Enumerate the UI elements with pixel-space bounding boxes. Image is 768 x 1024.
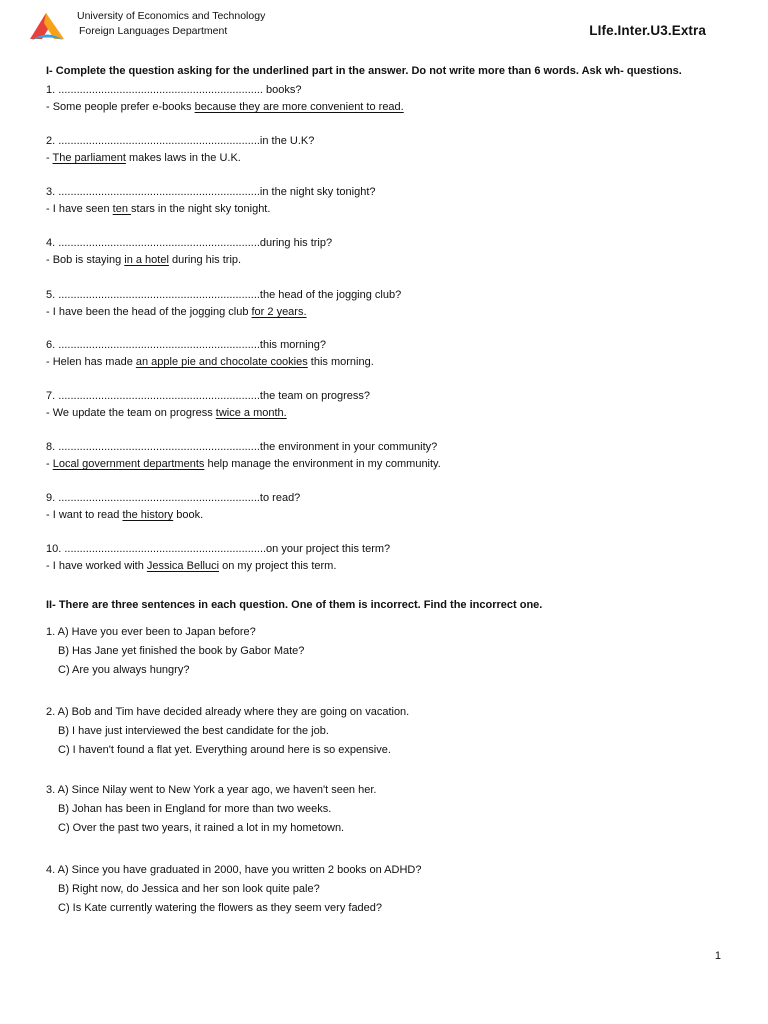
answer-line (46, 509, 203, 521)
question-line: 8. ..................................................................the environment in your community? (46, 441, 438, 453)
underlined-part: Local government departments (52, 458, 205, 470)
question-line: 10. ..................................................................on your project this term? (46, 543, 391, 555)
answer-text: - I have seen (46, 203, 113, 215)
option-c: C) I haven't found a flat yet. Everything around here is so expensive. (58, 744, 391, 756)
answer-text: - Helen has made (46, 356, 136, 368)
answer-text: stars in the night sky tonight. (131, 203, 271, 215)
option-b: B) Johan has been in England for more than two weeks. (58, 803, 332, 815)
institution-name: University of Economics and Technology (77, 10, 266, 22)
underlined-part: for 2 years. (251, 306, 307, 318)
answer-text: - (46, 458, 53, 470)
question-line: 4. ..................................................................during his trip? (46, 237, 333, 249)
option-a: 3. A) Since Nilay went to New York a year ago, we haven't seen her. (46, 784, 377, 796)
answer-text: - I have been the head of the jogging club (46, 306, 252, 318)
answer-text: - I want to read (46, 509, 123, 521)
answer-text: - Bob is staying (46, 254, 125, 266)
answer-text: during his trip. (168, 254, 242, 266)
underlined-part: in a hotel (124, 254, 169, 266)
answer-text: - Some people prefer e-books (46, 101, 195, 113)
underlined-part: an apple pie and chocolate cookies (135, 356, 308, 368)
underlined-part: Jessica Belluci (146, 560, 220, 572)
underlined-part: ten (112, 203, 132, 215)
question-line: 9. ..................................................................to read? (46, 492, 301, 504)
underlined-part: twice a month. (215, 407, 287, 419)
answer-text: makes laws in the U.K. (125, 152, 241, 164)
institution-block (77, 9, 265, 39)
department-name: Foreign Languages Department (79, 25, 228, 37)
option-a: 4. A) Since you have graduated in 2000, have you written 2 books on ADHD? (46, 864, 422, 876)
question-line: 5. ..................................................................the head of the jogging club? (46, 289, 402, 301)
section-2-title: II- There are three sentences in each question. One of them is incorrect. Find the incorrect one. (46, 599, 543, 611)
answer-text: book. (173, 509, 204, 521)
answer-text: help manage the environment in my community. (204, 458, 441, 470)
option-c: C) Is Kate currently watering the flowers as they seem very faded? (58, 902, 383, 914)
answer-line (46, 152, 241, 164)
option-b: B) Has Jane yet finished the book by Gabor Mate? (58, 645, 305, 657)
answer-line (46, 101, 404, 113)
section-1-title: I- Complete the question asking for the underlined part in the answer. Do not write more than 6 words. Ask wh- questions. (46, 65, 682, 77)
answer-text: this morning. (307, 356, 374, 368)
question-line: 1. ................................................................... books? (46, 84, 302, 96)
option-c: C) Are you always hungry? (58, 664, 190, 676)
answer-line (46, 203, 270, 215)
option-a: 2. A) Bob and Tim have decided already where they are going on vacation. (46, 706, 410, 718)
worksheet-code: LIfe.Inter.U3.Extra (589, 23, 706, 38)
answer-line (46, 560, 336, 572)
page-number: 1 (714, 950, 721, 962)
answer-line (46, 356, 374, 368)
answer-line (46, 458, 441, 470)
question-line: 7. ..................................................................the team on progress? (46, 390, 371, 402)
underlined-part: because they are more convenient to read. (194, 101, 404, 113)
answer-line (46, 254, 241, 266)
option-a: 1. A) Have you ever been to Japan before? (46, 626, 256, 638)
answer-text: - (46, 152, 53, 164)
answer-text: - We update the team on progress (46, 407, 216, 419)
underlined-part: The parliament (52, 152, 126, 164)
answer-text: on my project this term. (219, 560, 337, 572)
question-line: 6. ..................................................................this morning? (46, 339, 326, 351)
university-logo-icon (26, 9, 68, 43)
option-b: B) Right now, do Jessica and her son look quite pale? (58, 883, 320, 895)
answer-text: - I have worked with (46, 560, 147, 572)
question-line: 3. ..................................................................in the night sky tonight? (46, 186, 376, 198)
underlined-part: the history (122, 509, 174, 521)
answer-line (46, 306, 307, 318)
option-c: C) Over the past two years, it rained a lot in my hometown. (58, 822, 345, 834)
answer-line (46, 407, 287, 419)
question-line: 2. ..................................................................in the U.K? (46, 135, 315, 147)
option-b: B) I have just interviewed the best candidate for the job. (58, 725, 329, 737)
